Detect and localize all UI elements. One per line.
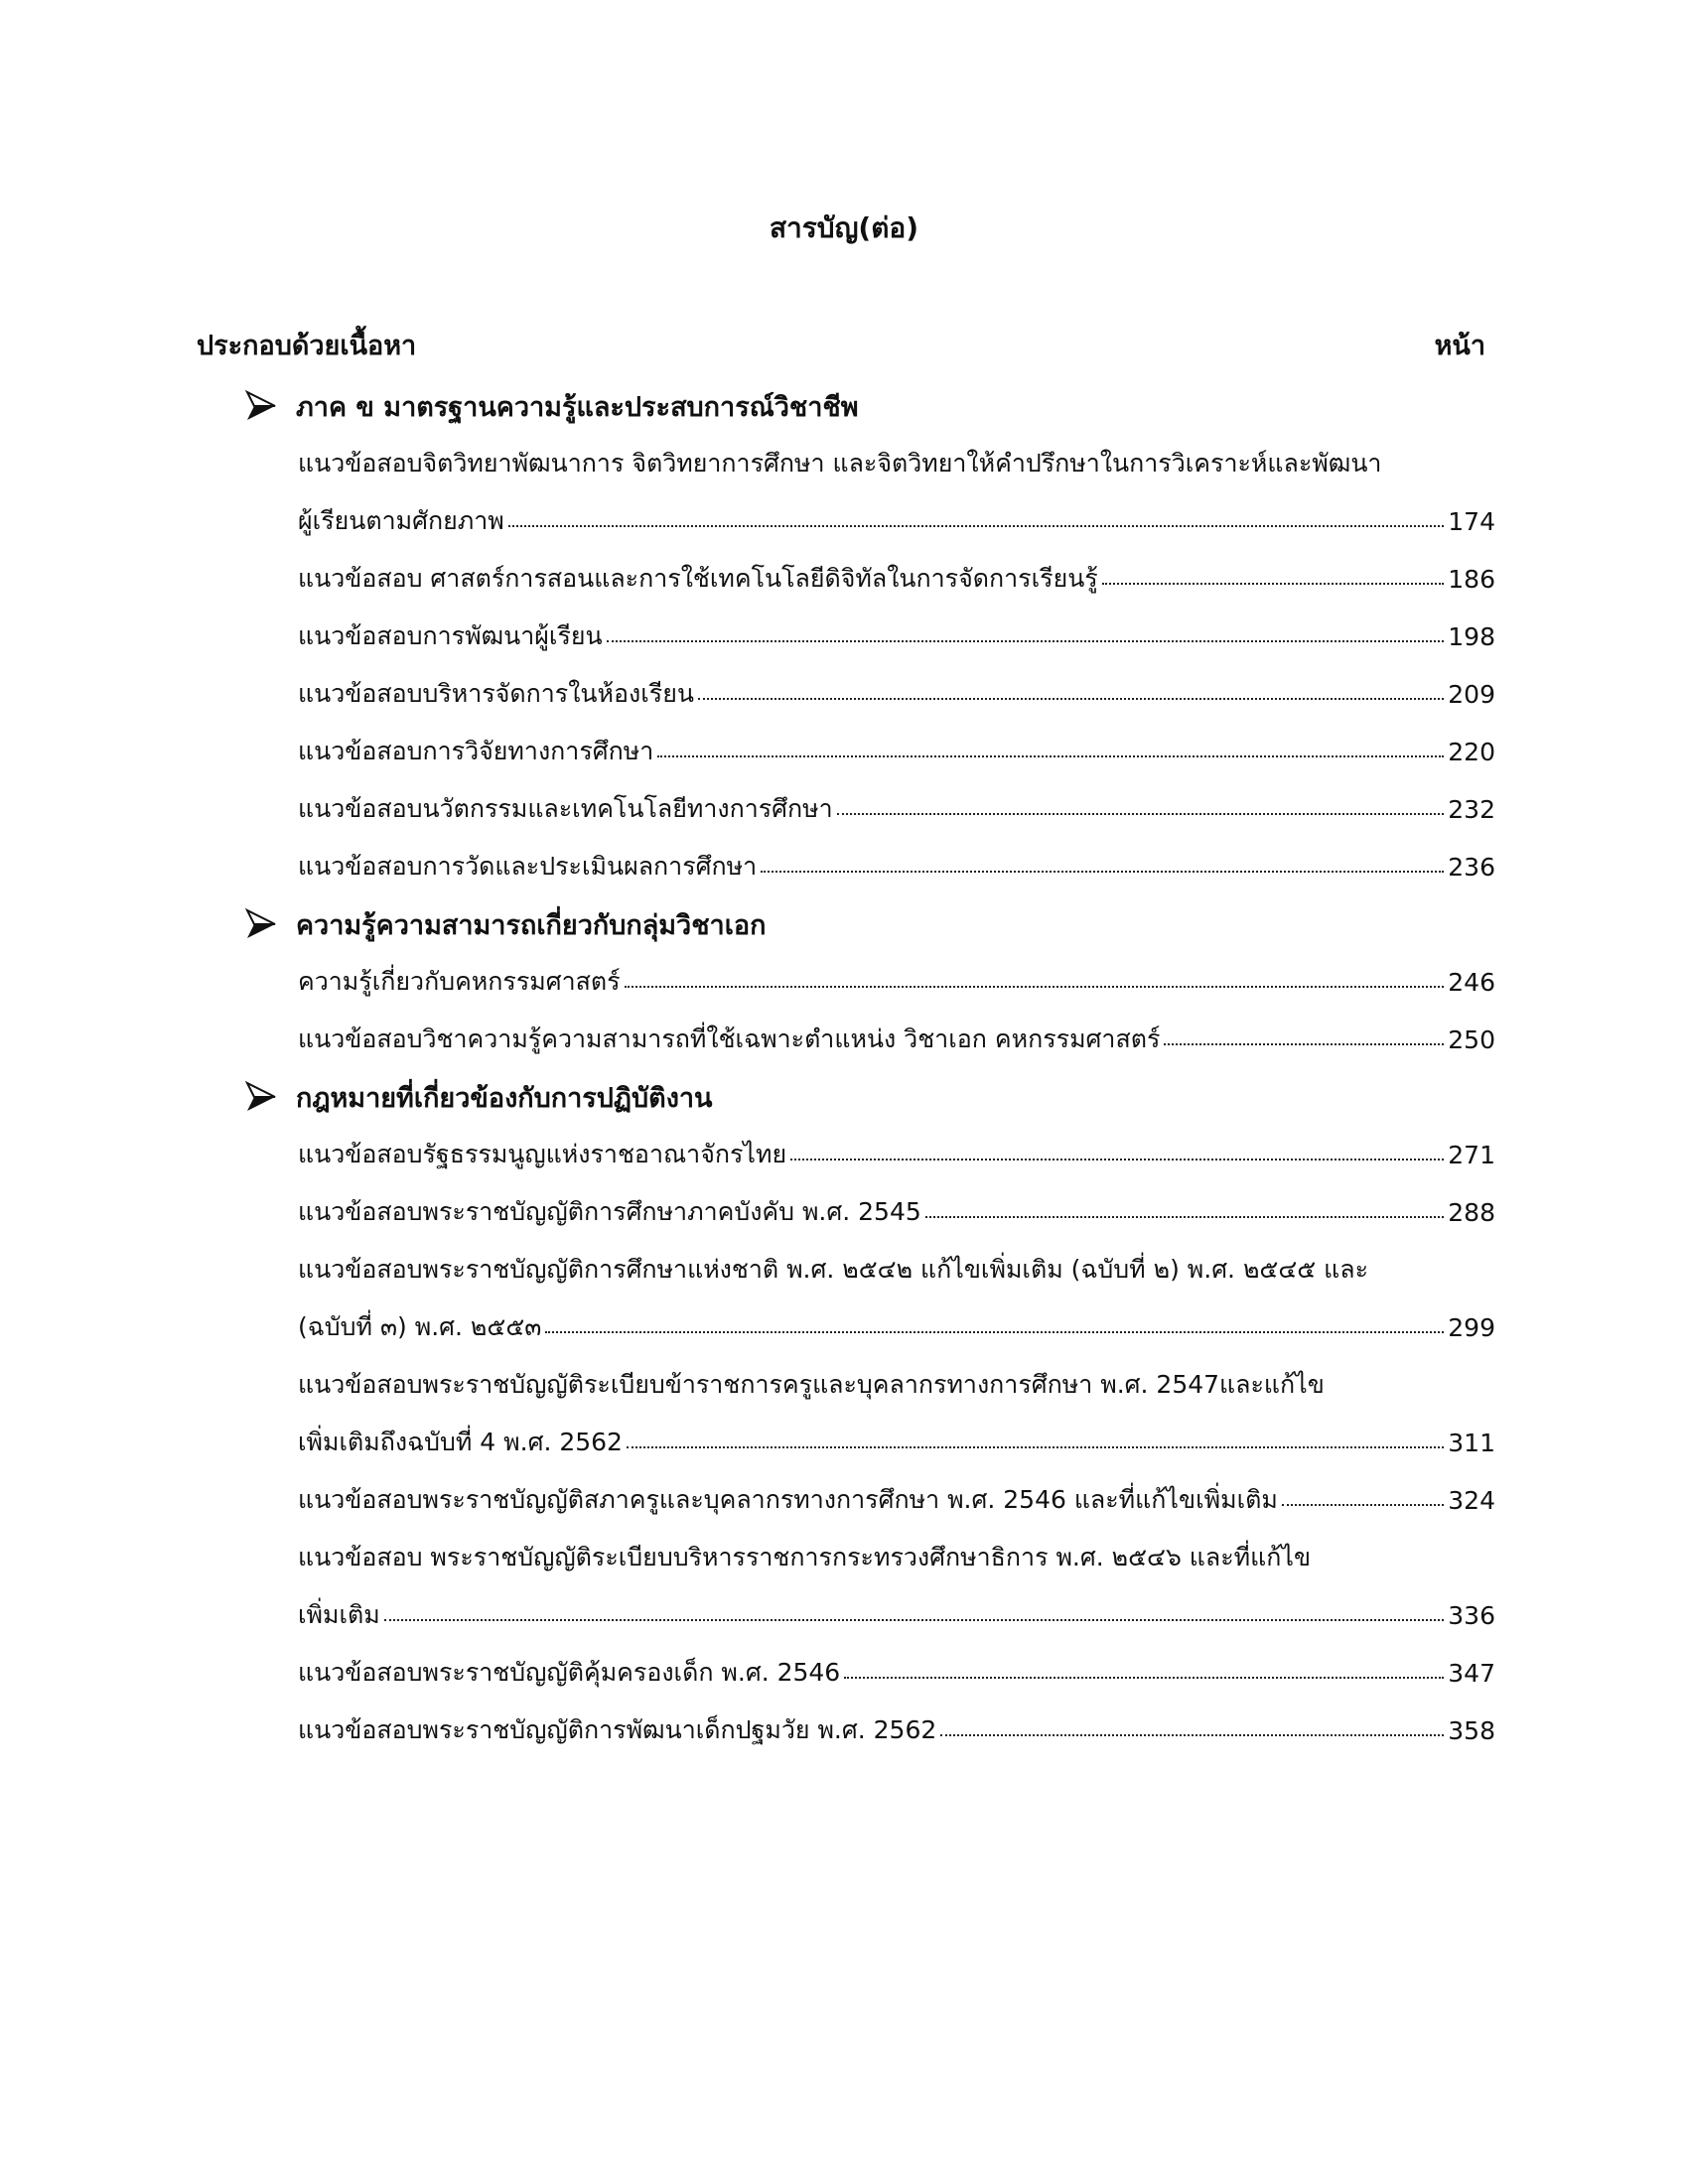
dot-leader — [627, 1446, 1444, 1448]
toc-entry — [0, 550, 1495, 608]
toc-entry-title: แนวข้อสอบการวัดและประเมินผลการศึกษา — [298, 852, 758, 881]
toc-entry-page-number: 186 — [1448, 564, 1495, 594]
toc-entry-first-line — [0, 1529, 1495, 1586]
toc-entry — [0, 1183, 1495, 1241]
toc-entry — [0, 1011, 1495, 1068]
table-of-contents — [0, 377, 1688, 1759]
toc-entry-title: แนวข้อสอบจิตวิทยาพัฒนาการ จิตวิทยาการศึกษา และจิตวิทยาให้คำปรึกษาในการวิเคราะห์และพัฒนา — [298, 449, 1382, 478]
page-column-label: หน้า — [1434, 331, 1485, 361]
toc-entry — [0, 1586, 1495, 1644]
toc-entry-title: แนวข้อสอบพระราชบัญญัติสภาครูและบุคลากรทางการศึกษา พ.ศ. 2546 และที่แก้ไขเพิ่มเติม — [298, 1485, 1278, 1514]
page-title: สารบัญ(ต่อ) — [769, 211, 919, 244]
section-heading — [0, 377, 1688, 435]
toc-entry-title: เพิ่มเติม — [298, 1600, 380, 1629]
toc-entry-title: แนวข้อสอบวิชาความรู้ความสามารถที่ใช้เฉพาะตำแหน่ง วิชาเอก คหกรรมศาสตร์ — [298, 1024, 1161, 1053]
dot-leader — [925, 1216, 1445, 1218]
dot-leader — [607, 640, 1445, 642]
section-heading — [0, 1068, 1688, 1126]
dot-leader — [761, 871, 1444, 873]
toc-entry — [0, 492, 1495, 550]
toc-entry — [0, 1298, 1495, 1356]
toc-entry-page-number: 174 — [1448, 506, 1495, 536]
toc-entry-title: ผู้เรียนตามศักยภาพ — [298, 506, 504, 535]
toc-entry-page-number: 324 — [1448, 1485, 1495, 1515]
dot-leader — [698, 698, 1444, 700]
toc-entry-first-line — [0, 435, 1495, 492]
toc-entry-title: แนวข้อสอบพระราชบัญญัติคุ้มครองเด็ก พ.ศ. 2546 — [298, 1658, 841, 1687]
toc-entry-page-number: 198 — [1448, 621, 1495, 651]
toc-entry-page-number: 299 — [1448, 1312, 1495, 1342]
dot-leader — [384, 1619, 1445, 1621]
section-heading-label: ความรู้ความสามารถเกี่ยวกับกลุ่มวิชาเอก — [296, 909, 767, 941]
toc-entry-page-number: 232 — [1448, 794, 1495, 824]
toc-entry — [0, 1702, 1495, 1759]
toc-entry-page-number: 250 — [1448, 1024, 1495, 1054]
dot-leader — [657, 755, 1444, 757]
toc-entry-title: แนวข้อสอบพระราชบัญญัติระเบียบข้าราชการครูและบุคลากรทางการศึกษา พ.ศ. 2547และแก้ไข — [298, 1370, 1325, 1399]
toc-entry-title: แนวข้อสอบการวิจัยทางการศึกษา — [298, 737, 654, 765]
section-heading-label: ภาค ข มาตรฐานความรู้และประสบการณ์วิชาชีพ — [296, 391, 859, 423]
toc-entry — [0, 1414, 1495, 1471]
contents-label: ประกอบด้วยเนื้อหา — [197, 331, 417, 361]
toc-entry-title: ความรู้เกี่ยวกับคหกรรมศาสตร์ — [298, 967, 621, 996]
toc-entry — [0, 608, 1495, 665]
toc-entry — [0, 838, 1495, 895]
dot-leader — [837, 813, 1445, 815]
toc-entry-page-number: 220 — [1448, 737, 1495, 766]
dot-leader — [625, 986, 1445, 988]
dot-leader — [545, 1331, 1444, 1333]
toc-entry-first-line — [0, 1241, 1495, 1298]
toc-entry-page-number: 288 — [1448, 1197, 1495, 1227]
toc-entry-title: (ฉบับที่ ๓) พ.ศ. ๒๕๕๓ — [298, 1312, 542, 1341]
toc-entry — [0, 1644, 1495, 1702]
toc-entry-page-number: 358 — [1448, 1715, 1495, 1745]
section-heading-label: กฎหมายที่เกี่ยวข้องกับการปฏิบัติงาน — [296, 1082, 713, 1114]
dot-leader — [844, 1677, 1444, 1679]
toc-entry-page-number: 336 — [1448, 1600, 1495, 1630]
toc-entry-title: แนวข้อสอบ พระราชบัญญัติระเบียบบริหารราชการกระทรวงศึกษาธิการ พ.ศ. ๒๕๔๖ และที่แก้ไข — [298, 1543, 1312, 1571]
toc-entry-page-number: 209 — [1448, 679, 1495, 709]
toc-entry-page-number: 347 — [1448, 1658, 1495, 1688]
toc-entry-title: แนวข้อสอบ ศาสตร์การสอนและการใช้เทคโนโลยีดิจิทัลในการจัดการเรียนรู้ — [298, 564, 1098, 593]
toc-entry-title: แนวข้อสอบนวัตกรรมและเทคโนโลยีทางการศึกษา — [298, 794, 833, 823]
toc-entry — [0, 1126, 1495, 1183]
toc-entry — [0, 723, 1495, 780]
dot-leader — [790, 1159, 1444, 1160]
toc-entry-page-number: 246 — [1448, 967, 1495, 997]
arrow-bullet-icon — [244, 907, 278, 941]
dot-leader — [1164, 1043, 1444, 1045]
arrow-bullet-icon — [244, 1080, 278, 1114]
dot-leader — [1282, 1504, 1444, 1506]
dot-leader — [1102, 583, 1445, 585]
toc-entry — [0, 953, 1495, 1011]
toc-entry-title: แนวข้อสอบการพัฒนาผู้เรียน — [298, 621, 603, 650]
toc-entry-title: แนวข้อสอบพระราชบัญญัติการศึกษาแห่งชาติ พ.ศ. ๒๕๔๒ แก้ไขเพิ่มเติม (ฉบับที่ ๒) พ.ศ. ๒๕๔๕ และ — [298, 1255, 1369, 1284]
toc-entry — [0, 1471, 1495, 1529]
section-heading — [0, 895, 1688, 953]
toc-entry-page-number: 236 — [1448, 852, 1495, 882]
toc-entry-first-line — [0, 1356, 1495, 1414]
toc-entry-title: แนวข้อสอบพระราชบัญญัติการศึกษาภาคบังคับ พ.ศ. 2545 — [298, 1197, 921, 1226]
toc-entry-title: เพิ่มเติมถึงฉบับที่ 4 พ.ศ. 2562 — [298, 1428, 623, 1456]
toc-entry-title: แนวข้อสอบพระราชบัญญัติการพัฒนาเด็กปฐมวัย พ.ศ. 2562 — [298, 1715, 937, 1744]
toc-entry-page-number: 311 — [1448, 1428, 1495, 1457]
toc-entry-page-number: 271 — [1448, 1140, 1495, 1169]
toc-entry-title: แนวข้อสอบรัฐธรรมนูญแห่งราชอาณาจักรไทย — [298, 1140, 787, 1168]
dot-leader — [940, 1734, 1444, 1736]
arrow-bullet-icon — [244, 389, 278, 423]
toc-entry — [0, 665, 1495, 723]
toc-entry-title: แนวข้อสอบบริหารจัดการในห้องเรียน — [298, 679, 694, 708]
toc-header — [197, 324, 1485, 366]
toc-entry — [0, 780, 1495, 838]
dot-leader — [508, 525, 1445, 527]
